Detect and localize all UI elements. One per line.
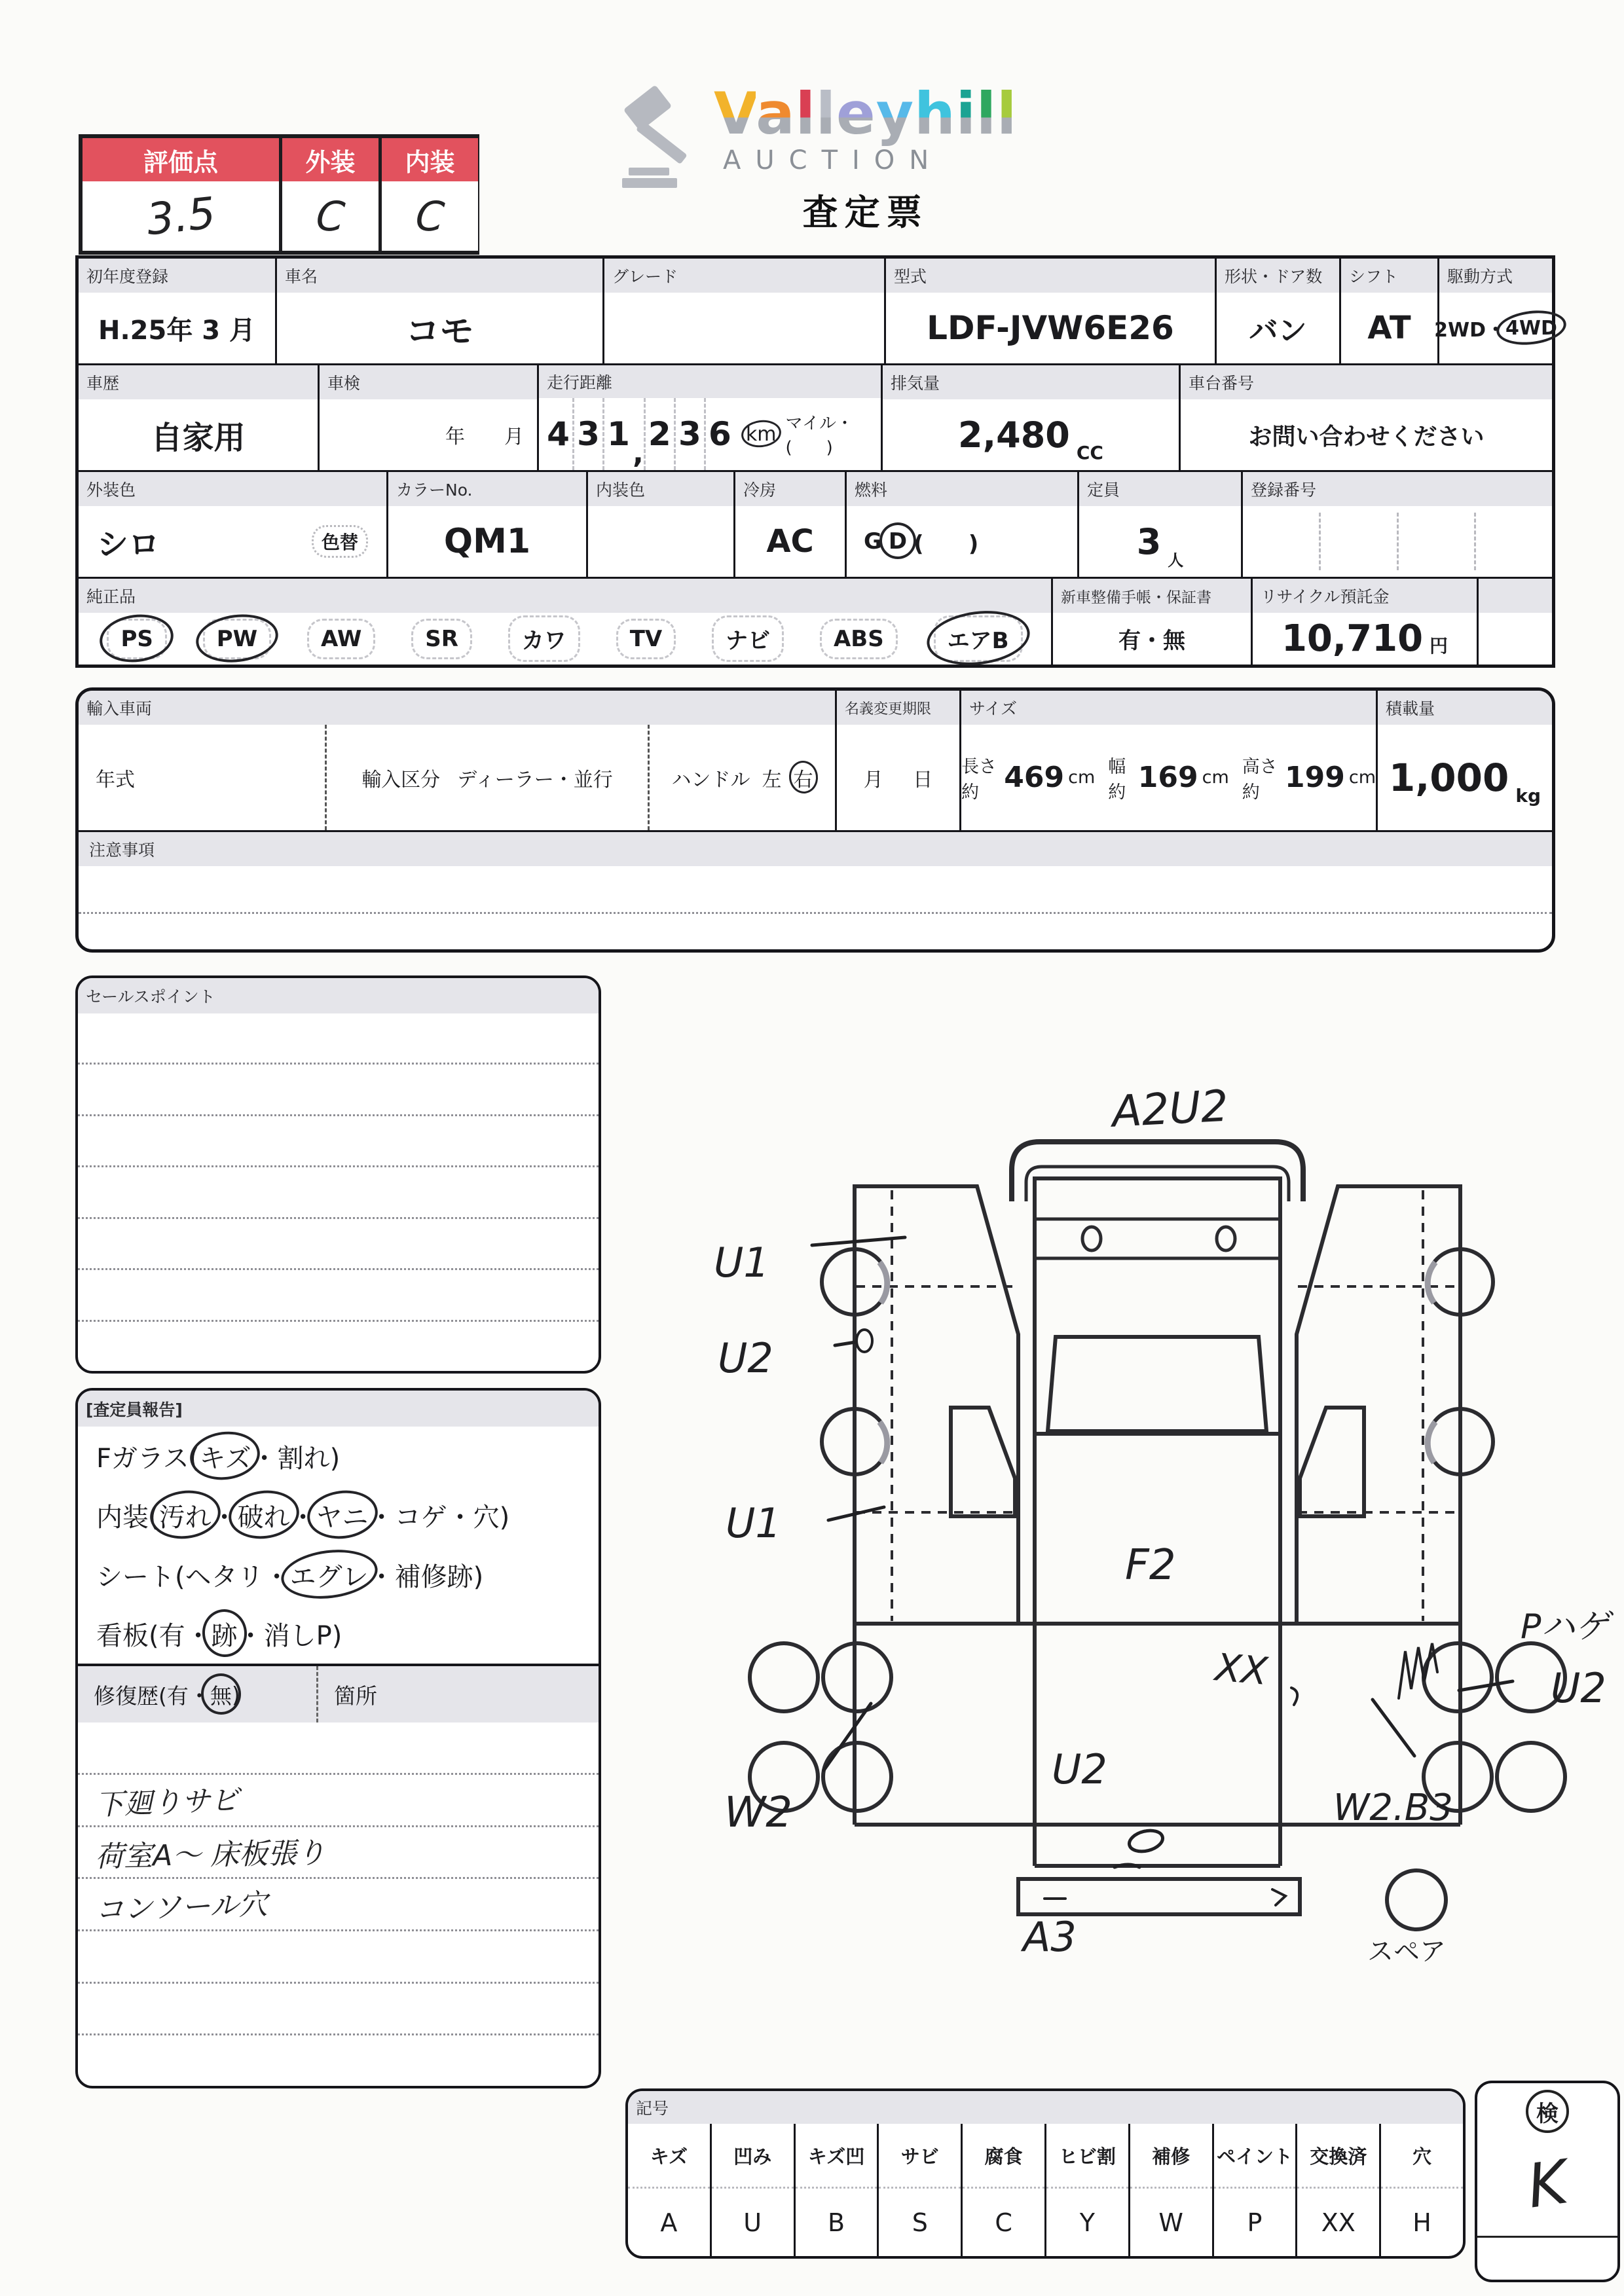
report-note-row (78, 1879, 599, 1931)
damage-label-u2-left: U2 (718, 1334, 773, 1382)
circled-nashi: 無 (210, 1679, 232, 1710)
report-line-glass: Fガラス( キズ ・割れ) (78, 1427, 599, 1485)
circled-yabure: 破れ (238, 1497, 290, 1534)
payload-label: 積載量 (1378, 691, 1552, 725)
size-label: サイズ (961, 691, 1376, 725)
doc-title: 査定票 (802, 192, 929, 233)
height-value: 199 (1284, 761, 1345, 794)
import-handle: ハンドル 左 右 (648, 725, 835, 830)
handwritten-note: 下廻りサビ (94, 1783, 240, 1823)
legend-col: ヒビ割 Y (1044, 2124, 1128, 2256)
cell-displacement: 排気量 2,480 CC (881, 365, 1179, 470)
legend-col: ペイント P (1212, 2124, 1296, 2256)
name-change-label: 名義変更期限 (837, 691, 959, 725)
mileage-comma: , (633, 437, 644, 470)
logo (609, 80, 1054, 235)
chassis-number-value: お問い合わせください (1248, 423, 1485, 450)
legend-col: キズ A (628, 2124, 710, 2256)
cell-model-code: 型式 LDF-JVW6E26 (884, 259, 1215, 363)
aircon-value: AC (766, 523, 814, 560)
sales-points-label: セールスポイント (78, 978, 599, 1013)
cell-warranty-book: 新車整備手帳・保証書 有・無 (1051, 579, 1251, 665)
damage-label-u1-left: U1 (714, 1239, 769, 1286)
table-row (79, 259, 1557, 363)
import-class: 輸入区分 ディーラー・並行 (325, 725, 648, 830)
name-change-section: 名義変更期限 月 日 (835, 691, 959, 830)
cell-first-registration: 初年度登録 H.25年 3 月 (79, 259, 275, 363)
report-note-row (78, 1931, 599, 1984)
legend-col: サビ S (877, 2124, 961, 2256)
circled-egure: エグレ (290, 1556, 369, 1594)
handle-right-option-circled: 右 (794, 763, 813, 792)
cell-car-name: 車名 コモ (275, 259, 602, 363)
spare-tire-label: スペア (1367, 1937, 1446, 1967)
table-row (79, 363, 1552, 470)
sales-points-box (75, 975, 601, 1374)
damage-label-paint-peel: Pハゲ (1521, 1607, 1610, 1647)
cell-empty (1477, 579, 1552, 665)
inspection-value: 年 月 (445, 426, 524, 448)
circled-yani: ヤニ (316, 1497, 369, 1534)
score-col-overall (83, 138, 279, 251)
cell-grade: グレード (602, 259, 884, 363)
payload-section: 積載量 1,000 kg (1376, 691, 1552, 830)
cell-shift: シフト AT (1339, 259, 1437, 363)
score-col-exterior (279, 138, 378, 251)
handwritten-note: 荷室A〜 床板張り (94, 1836, 326, 1874)
payload-value: 1,000 (1388, 755, 1509, 800)
score-box (79, 134, 479, 255)
equip-kawa: カワ (508, 615, 580, 662)
repair-location-label: 箇所 (334, 1683, 377, 1709)
cell-inspection: 車検 年 月 (318, 365, 537, 470)
cell-registration-number: 登録番号 (1241, 472, 1552, 577)
circled-kizu: キズ (199, 1438, 251, 1475)
drive-option-4wd-circled: 4WD (1505, 316, 1557, 340)
displacement-value: 2,480 (958, 414, 1070, 456)
report-line-interior: 内装( 汚れ ・ 破れ ・ ヤニ ・コゲ・穴) (78, 1486, 599, 1545)
damage-label-xx: XX (1213, 1645, 1270, 1694)
color-no-value: QM1 (443, 522, 531, 561)
cell-fuel: 燃料 G D ( ) (845, 472, 1077, 577)
score-value-exterior: C (314, 192, 347, 240)
vehicle-info-table (75, 255, 1555, 668)
car-history-value: 自家用 (151, 419, 246, 456)
import-size-table (75, 687, 1555, 953)
car-name-value: コモ (405, 312, 474, 352)
equip-sr: SR (411, 619, 472, 659)
score-value-overall: 3.5 (143, 187, 218, 245)
warranty-value: 有・無 (1118, 628, 1185, 654)
damage-label-u1-mid: U1 (726, 1499, 781, 1547)
import-year-label: 年式 (96, 768, 135, 792)
exterior-color-value: シロ (97, 526, 160, 563)
inspector-report-box (75, 1388, 601, 2088)
damage-label-u2-bottom: U2 (1052, 1745, 1107, 1793)
cell-interior-color: 内装色 (586, 472, 733, 577)
size-section: サイズ 長さ約 469 cm 幅約 169 cm 高さ約 199 cm (959, 691, 1376, 830)
score-value-interior: C (413, 192, 447, 240)
cell-chassis-number: 車台番号 お問い合わせください (1179, 365, 1552, 470)
legend-col: キズ凹 B (794, 2124, 877, 2256)
logo-wordmark: Valleyhill (714, 80, 1018, 147)
report-note-row (78, 1827, 599, 1880)
length-value: 469 (1004, 761, 1065, 794)
logo-auction-label: AUCTION (723, 145, 944, 175)
shift-value: AT (1367, 310, 1411, 346)
cell-exterior-color: 外装色 シロ 色替 (79, 472, 386, 577)
report-note-row (78, 2035, 599, 2086)
report-note-row (78, 1984, 599, 2036)
legend-header: 記号 (628, 2091, 1463, 2124)
cell-color-no: カラーNo. QM1 (386, 472, 586, 577)
legend-col: 補修 W (1128, 2124, 1212, 2256)
cell-aircon: 冷房 AC (733, 472, 845, 577)
mileage-mile-label: マイル・( ) (785, 414, 853, 458)
first-registration-value: H.25年 3 月 (98, 315, 256, 346)
cell-drive-type: 駆動方式 2WD・ 4WD (1437, 259, 1552, 363)
recycle-deposit-value: 10,710 (1281, 617, 1424, 660)
equip-ps-circled: PS (107, 619, 166, 659)
mileage-digit: 2 (644, 398, 674, 470)
legend-col: 穴 H (1379, 2124, 1463, 2256)
gavel-icon (609, 84, 714, 235)
fuel-paren: ( ) (913, 530, 979, 557)
circled-yogore: 汚れ (159, 1497, 212, 1534)
equip-aw: AW (307, 619, 375, 659)
cell-recycle-deposit: リサイクル預託金 10,710 円 (1251, 579, 1477, 665)
circled-ato: 跡 (212, 1615, 238, 1652)
mileage-digit: 3 (572, 398, 602, 470)
damage-label-w2b3: W2.B3 (1333, 1787, 1453, 1829)
inspector-initial: K (1522, 2147, 1572, 2222)
cell-body-type: 形状・ドア数 バン (1215, 259, 1339, 363)
equip-tv: TV (616, 619, 676, 659)
legend-col: 凹み U (710, 2124, 794, 2256)
handle-left-option: 左 (762, 768, 782, 792)
cell-capacity: 定員 3 人 (1077, 472, 1241, 577)
cell-car-history: 車歴 自家用 (79, 365, 318, 470)
equip-abs: ABS (820, 619, 898, 659)
damage-label-a3: A3 (1023, 1913, 1077, 1961)
cell-mileage: 走行距離 4 3 1 , 2 3 6 km マイル・( ) (537, 365, 881, 470)
score-header-exterior: 外装 (282, 138, 378, 181)
table-row (79, 577, 1552, 665)
mileage-digit: 6 (704, 398, 734, 470)
inspection-stamp-label: 検 (1526, 2090, 1569, 2133)
damage-label-roof: A2U2 (1111, 1080, 1230, 1137)
drive-option-2wd: 2WD・ (1434, 319, 1505, 342)
legend-col: 交換済 XX (1295, 2124, 1379, 2256)
report-line-seat: シート(ヘタリ・ エグレ ・補修跡) (78, 1545, 599, 1604)
import-label: 輸入車両 (79, 691, 835, 725)
model-code-value: LDF-JVW6E26 (927, 309, 1174, 347)
cell-genuine-equipment: 純正品 PS PW AW SR カワ TV ナビ ABS エアB (79, 579, 1051, 665)
mileage-digit: 4 (547, 415, 570, 453)
score-header-interior: 内装 (382, 138, 478, 181)
damage-label-w2: W2 (724, 1789, 792, 1837)
legend-table (625, 2088, 1466, 2259)
score-col-interior (378, 138, 478, 251)
mileage-digit: 1 (602, 398, 633, 470)
damage-label-u2-right: U2 (1551, 1664, 1606, 1712)
legend-col: 腐食 C (961, 2124, 1044, 2256)
mileage-digit: 3 (674, 398, 704, 470)
score-header-overall: 評価点 (83, 138, 279, 181)
equip-navi: ナビ (712, 615, 784, 662)
table-row (79, 470, 1552, 577)
damage-label-f2: F2 (1125, 1541, 1176, 1590)
equip-airbag-circled: エアB (934, 615, 1023, 662)
width-value: 169 (1137, 761, 1198, 794)
equip-pw-circled: PW (203, 619, 271, 659)
import-section (79, 691, 835, 830)
car-diagram (688, 1015, 1624, 2013)
color-change-badge: 色替 (312, 525, 368, 558)
inspector-report-title: [査定員報告] (78, 1391, 599, 1427)
fuel-option-d-circled: D (888, 528, 908, 555)
capacity-value: 3 (1136, 520, 1162, 562)
mileage-unit-km-circled: km (745, 422, 777, 446)
handwritten-note: コンソール穴 (94, 1887, 268, 1927)
report-note-row (78, 1722, 599, 1775)
notes-label: 注意事項 (79, 830, 1552, 866)
notes-area (79, 866, 1552, 949)
body-type-value: バン (1249, 314, 1307, 348)
repair-history-row: 修復歴(有・ 無 ) 箇所 (78, 1664, 599, 1722)
report-note-row (78, 1775, 599, 1827)
fuel-option-g: G (864, 528, 882, 555)
report-line-signboard: 看板(有・ 跡 ・消しP) (78, 1605, 599, 1664)
inspector-stamp-box (1475, 2081, 1620, 2282)
